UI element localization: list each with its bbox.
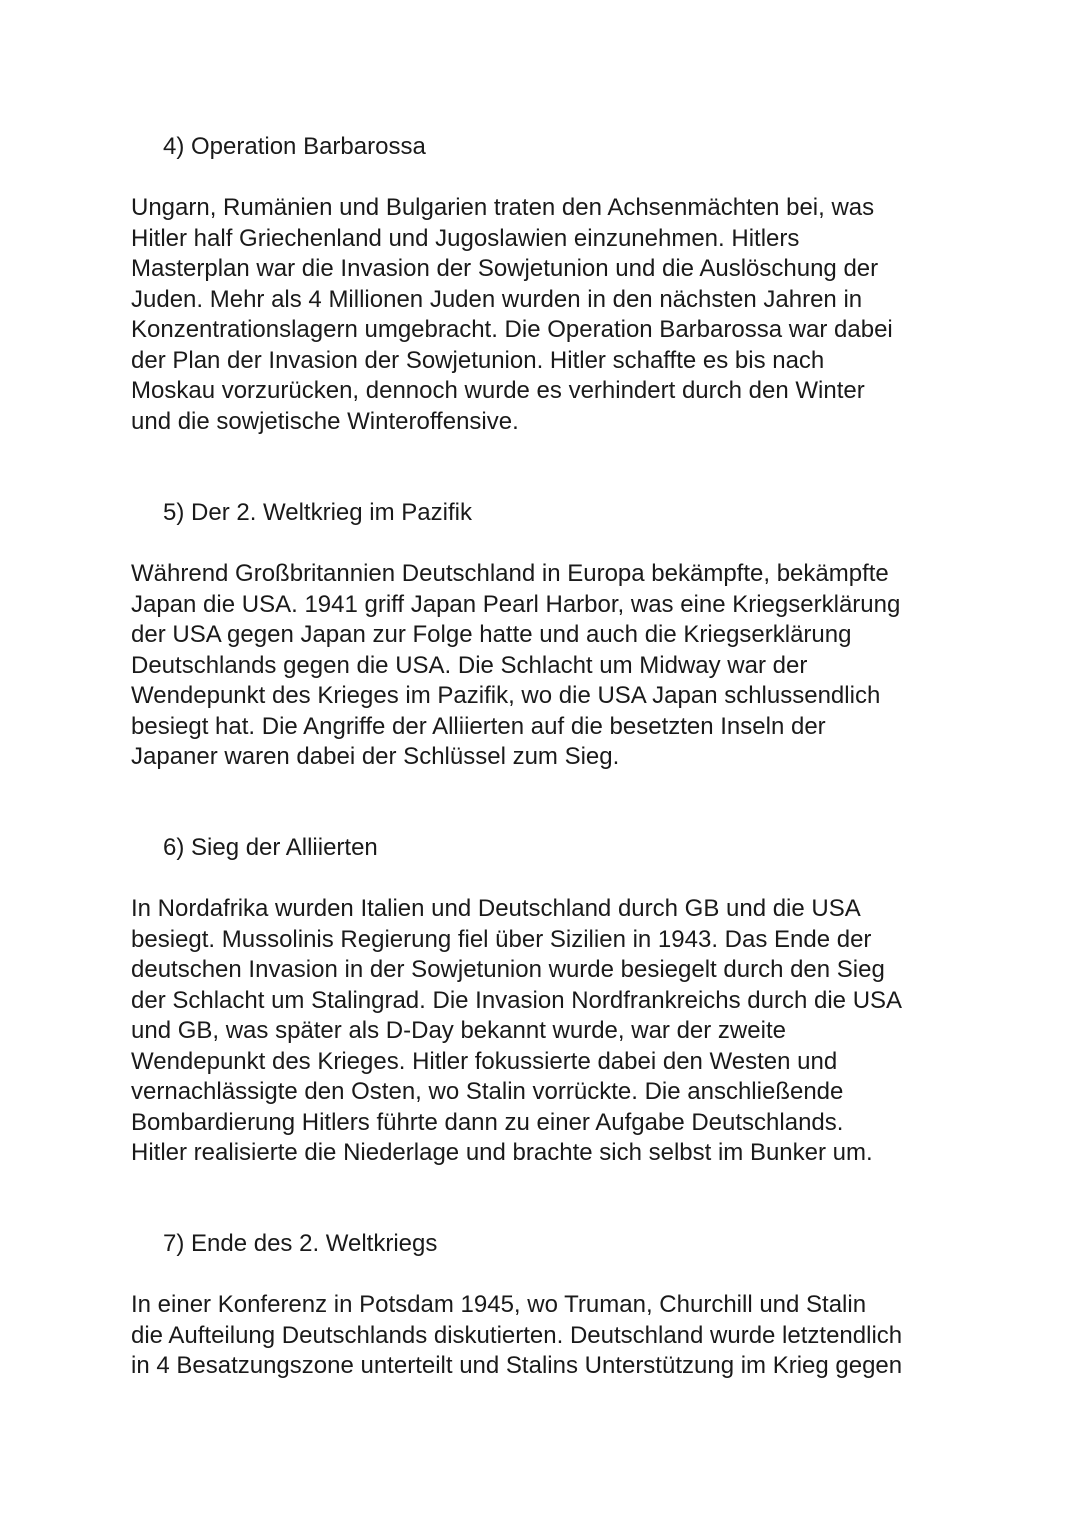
paragraph-line: Deutschlands gegen die USA. Die Schlacht um Midway war der bbox=[131, 651, 808, 679]
paragraph-line: Juden. Mehr als 4 Millionen Juden wurden in den nächsten Jahren in bbox=[131, 285, 863, 313]
section-heading-operation-barbarossa: 4) Operation Barbarossa bbox=[163, 133, 426, 160]
paragraph-line: Konzentrationslagern umgebracht. Die Operation Barbarossa war dabei bbox=[131, 316, 893, 343]
paragraph-line: Wendepunkt des Krieges. Hitler fokussierte dabei den Westen und bbox=[131, 1047, 838, 1075]
paragraph-line: deutschen Invasion in der Sowjetunion wurde besiegelt durch den Sieg bbox=[131, 956, 885, 983]
paragraph-line: der Schlacht um Stalingrad. Die Invasion Nordfrankreichs durch die USA bbox=[131, 986, 903, 1014]
section-heading-ende-weltkrieg: 7) Ende des 2. Weltkriegs bbox=[163, 1230, 438, 1257]
section-heading-sieg-alliierten: 6) Sieg der Alliierten bbox=[163, 834, 378, 861]
paragraph-line: Moskau vorzurücken, dennoch wurde es verhindert durch den Winter bbox=[131, 377, 865, 404]
paragraph-line: Bombardierung Hitlers führte dann zu einer Aufgabe Deutschlands. bbox=[131, 1108, 844, 1136]
section-paragraph-ende-weltkrieg bbox=[131, 1290, 961, 1382]
paragraph-line: Masterplan war die Invasion der Sowjetunion und die Auslöschung der bbox=[131, 255, 879, 282]
paragraph-line: der USA gegen Japan zur Folge hatte und auch die Kriegserklärung bbox=[131, 621, 852, 648]
paragraph-line: besiegt hat. Die Angriffe der Alliierten auf die besetzten Inseln der bbox=[131, 712, 826, 740]
paragraph-line: und die sowjetische Winteroffensive. bbox=[131, 407, 519, 435]
paragraph-line: der Plan der Invasion der Sowjetunion. Hitler schaffte es bis nach bbox=[131, 346, 825, 374]
paragraph-line: Japan die USA. 1941 griff Japan Pearl Harbor, was eine Kriegserklärung bbox=[131, 590, 901, 618]
paragraph-line: Wendepunkt des Krieges im Pazifik, wo die USA Japan schlussendlich bbox=[131, 682, 881, 709]
paragraph-line: in 4 Besatzungszone unterteilt und Stalins Unterstützung im Krieg gegen bbox=[131, 1352, 903, 1379]
section-paragraph-sieg-alliierten bbox=[131, 894, 961, 1169]
paragraph-line: und GB, was später als D-Day bekannt wurde, war der zweite bbox=[131, 1017, 786, 1044]
paragraph-line: besiegt. Mussolinis Regierung fiel über Sizilien in 1943. Das Ende der bbox=[131, 925, 872, 953]
paragraph-line: Während Großbritannien Deutschland in Europa bekämpfte, bekämpfte bbox=[131, 560, 889, 587]
paragraph-line: Hitler half Griechenland und Jugoslawien einzunehmen. Hitlers bbox=[131, 224, 800, 252]
paragraph-line: Japaner waren dabei der Schlüssel zum Sieg. bbox=[131, 743, 620, 770]
paragraph-line: vernachlässigte den Osten, wo Stalin vorrückte. Die anschließende bbox=[131, 1078, 844, 1105]
paragraph-line: In Nordafrika wurden Italien und Deutschland durch GB und die USA bbox=[131, 895, 861, 922]
paragraph-line: In einer Konferenz in Potsdam 1945, wo Truman, Churchill und Stalin bbox=[131, 1291, 867, 1318]
paragraph-line: Ungarn, Rumänien und Bulgarien traten den Achsenmächten bei, was bbox=[131, 194, 875, 221]
paragraph-line: die Aufteilung Deutschlands diskutierten. Deutschland wurde letztendlich bbox=[131, 1321, 903, 1349]
section-heading-weltkrieg-pazifik: 5) Der 2. Weltkrieg im Pazifik bbox=[163, 499, 472, 526]
section-paragraph-operation-barbarossa bbox=[131, 193, 961, 437]
section-paragraph-weltkrieg-pazifik bbox=[131, 559, 961, 773]
paragraph-line: Hitler realisierte die Niederlage und brachte sich selbst im Bunker um. bbox=[131, 1139, 873, 1166]
